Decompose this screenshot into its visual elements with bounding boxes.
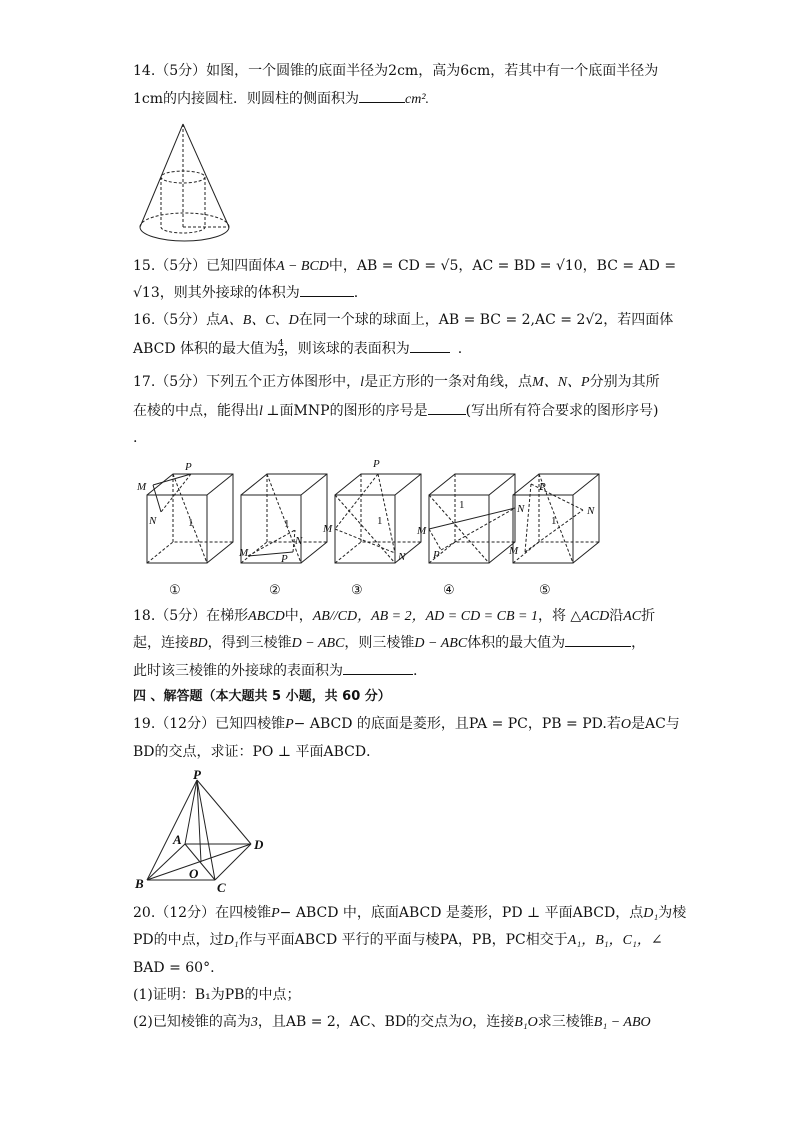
point-label-p: P <box>373 458 380 470</box>
point-label-m: M <box>509 545 519 557</box>
q14-line2 <box>133 88 429 110</box>
q17-text: 17.（5分）下列五个正方体图形中， <box>133 374 361 390</box>
q18-math: ACD <box>581 609 610 624</box>
cube-label-5: ⑤ <box>539 582 551 597</box>
q17-text: 面MNP的图形的序号是 <box>279 403 428 419</box>
q14-text: 1cm的内接圆柱．则圆柱的侧面积为 <box>133 91 360 107</box>
q20-math: P <box>271 906 280 921</box>
point-label-n: N <box>149 515 157 527</box>
q18-math: D − ABC <box>414 636 468 651</box>
q18-math: AC <box>623 609 642 624</box>
point-label-m: M <box>137 481 147 493</box>
q16-line1 <box>133 310 673 331</box>
point-label-p: P <box>281 553 288 565</box>
q16-line2 <box>133 338 462 359</box>
q18-text: . <box>413 663 418 679</box>
q20-text: 为棱 <box>658 905 687 921</box>
q15-math: √13 <box>133 285 160 301</box>
q17-text: 分别为其所 <box>589 374 660 390</box>
q20-text: ，连接 <box>472 1014 515 1030</box>
q20-text: 作与平面ABCD 平行的平面与棱PA，PB，PC相交于 <box>238 932 568 948</box>
point-label-m: M <box>239 547 249 559</box>
q18-line2 <box>133 632 645 654</box>
fraction-denominator: 3 <box>278 348 284 359</box>
q16-text: . <box>457 341 463 357</box>
q18-text: 沿 <box>609 608 624 624</box>
q15-line2 <box>133 282 358 303</box>
q20-text: (2)已知棱锥的高为 <box>133 1014 251 1030</box>
q18-math: BD <box>189 636 208 651</box>
vertex-label-o: O <box>189 866 199 881</box>
point-label-m: M <box>417 525 427 537</box>
q18-math: D − ABC <box>291 636 345 651</box>
cube-figures <box>133 452 603 602</box>
vertex-label-b: B <box>135 876 144 891</box>
q17-math: M、N、P <box>532 375 590 390</box>
section-heading: 四 、解答题（本大题共 5 小题，共 60 分） <box>133 689 391 704</box>
q18-text: 体积的最大值为 <box>467 635 566 651</box>
q18-text: 折 <box>641 608 656 624</box>
q20-math: D₁ <box>643 906 659 921</box>
vertex-label-a: A <box>173 832 182 847</box>
q14-unit: cm². <box>405 92 430 107</box>
q18-math: ABCD <box>248 609 285 624</box>
q20-line3: BAD = 60°. <box>133 960 215 976</box>
q18-text: 起，连接 <box>133 635 189 651</box>
q17-math: l ⊥ <box>259 404 280 419</box>
q14-line1: 14.（5分）如图，一个圆锥的底面半径为2cm，高为6cm，若其中有一个底面半径为 <box>133 63 659 79</box>
q18-text: ，得到三棱锥 <box>207 635 292 651</box>
answer-blank <box>565 632 631 647</box>
answer-blank <box>428 400 466 415</box>
q19-line1 <box>133 714 680 735</box>
q19-text: − ABCD 的底面是菱形，且PA = PC，PB = PD.若 <box>293 716 621 732</box>
answer-blank <box>343 660 413 675</box>
q16-math: A、B、C、D <box>220 313 299 328</box>
point-label-p: P <box>433 549 440 561</box>
q15-text: 中，AB = CD = √5，AC = BD = √10，BC = AD = <box>328 258 677 274</box>
q17-text: 在棱的中点，能得出 <box>133 403 259 419</box>
pyramid-figure <box>133 767 273 895</box>
cube-label-1: ① <box>169 582 181 597</box>
point-label-one: 1 <box>459 499 465 511</box>
q20-line1 <box>133 903 686 924</box>
point-label-one: 1 <box>188 517 194 529</box>
q16-text: 在同一个球的球面上，AB = BC = 2,AC = 2√2，若四面体 <box>298 312 674 328</box>
q18-line1 <box>133 606 655 627</box>
q20-math: B₁ − ABO <box>593 1015 651 1030</box>
point-label-one: 1 <box>551 515 557 527</box>
q18-text: ， <box>631 635 646 651</box>
q15-text: . <box>353 285 359 301</box>
q19-math: O <box>620 717 631 732</box>
q15-line1 <box>133 256 676 277</box>
q20-text: 20.（12分）在四棱锥 <box>133 905 272 921</box>
point-label-p: P <box>539 481 546 493</box>
point-label-n: N <box>295 535 303 547</box>
cube-label-3: ③ <box>351 582 363 597</box>
q20-text: PD的中点，过 <box>133 932 224 948</box>
vertex-label-c: C <box>217 880 226 895</box>
q17-text: 是正方形的一条对角线，点 <box>364 374 533 390</box>
q19-math: P <box>285 717 294 732</box>
cube-label-2: ② <box>269 582 281 597</box>
point-label-one: 1 <box>377 515 383 527</box>
answer-blank <box>410 338 450 353</box>
point-label-p: P <box>185 461 192 473</box>
fraction-numerator: 4 <box>278 338 284 349</box>
q20-text: ，且AB = 2，AC、BD的交点为 <box>257 1014 463 1030</box>
q15-text: 15.（5分）已知四面体 <box>133 258 277 274</box>
q20-text: ∠ <box>650 932 663 948</box>
answer-blank <box>300 282 354 297</box>
q18-text: 18.（5分）在梯形 <box>133 608 249 624</box>
q18-line3 <box>133 660 417 681</box>
q19-text: 19.（12分）已知四棱锥 <box>133 716 286 732</box>
q15-math: A − BCD <box>276 259 329 274</box>
point-label-n: N <box>587 505 595 517</box>
q20-text: − ABCD 中，底面ABCD 是菱形，PD ⊥ 平面ABCD，点 <box>279 905 644 921</box>
q16-text: ，则该球的表面积为 <box>283 341 410 357</box>
vertex-label-d: D <box>254 837 264 852</box>
q17-line3: . <box>133 430 138 446</box>
q20-math: 3 <box>250 1015 258 1030</box>
q17-line1 <box>133 372 660 393</box>
point-label-n: N <box>517 503 525 515</box>
q16-text: 16.（5分）点 <box>133 312 221 328</box>
q18-math: AB//CD，AB = 2，AD = CD = CB = 1 <box>312 609 538 624</box>
q15-text: ，则其外接球的体积为 <box>159 285 300 301</box>
q17-line2 <box>133 400 659 422</box>
q19-line2: BD的交点，求证：PO ⊥ 平面ABCD． <box>133 744 381 760</box>
q17-text: (写出所有符合要求的图形序号) <box>465 403 659 419</box>
q20-line2 <box>133 930 663 951</box>
q18-text: 此时该三棱锥的外接球的表面积为 <box>133 663 343 679</box>
q18-text: ，将 △ <box>537 608 582 624</box>
vertex-label-p: P <box>193 767 201 782</box>
q20-math: A₁，B₁，C₁， <box>567 933 651 948</box>
q18-text: ，则三棱锥 <box>344 635 415 651</box>
point-label-n: N <box>398 551 406 563</box>
point-label-one: 1 <box>284 518 290 530</box>
q20-math: O <box>462 1015 473 1030</box>
q17-math: l <box>360 375 365 390</box>
q16-text: ABCD 体积的最大值为 <box>133 341 279 357</box>
point-label-m: M <box>323 523 333 535</box>
cube-4 <box>429 474 515 563</box>
cone-figure <box>138 122 248 252</box>
q20-math: B₁O <box>514 1015 538 1030</box>
answer-blank <box>359 88 405 103</box>
q20-part1: (1)证明：B₁为PB的中点； <box>133 987 301 1003</box>
q19-text: 是AC与 <box>630 716 680 732</box>
q20-text: 求三棱锥 <box>537 1014 594 1030</box>
cube-label-4: ④ <box>443 582 455 597</box>
q18-text: 中， <box>284 608 313 624</box>
q20-part2 <box>133 1012 651 1033</box>
q20-math: D₁ <box>223 933 239 948</box>
